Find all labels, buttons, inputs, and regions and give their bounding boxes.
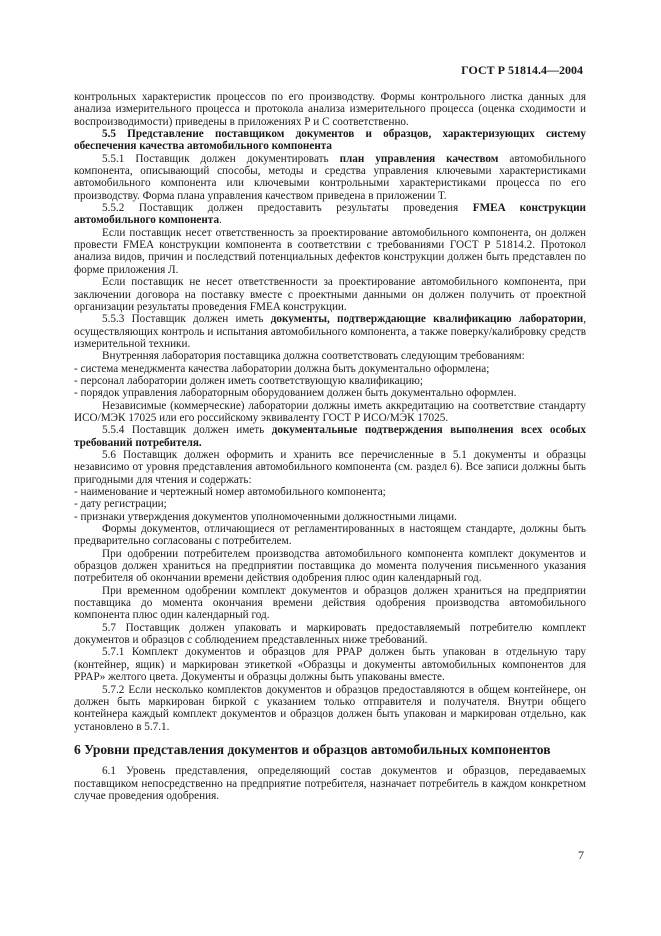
paragraph-5-5-2-rest: . (219, 214, 222, 227)
paragraph-temporary-approval: При временном одобрении комплект документов и образцов должен храниться на предприятии поставщика до момента окончания времени действия одобрения производства автомобильного компонента плюс один календарный год. (74, 584, 586, 622)
list-item: - порядок управления лабораторным оборудованием должен быть документально оформлен. (74, 387, 517, 400)
section-6-heading: 6 Уровни представления документов и образцов автомобильных компонентов (74, 741, 551, 757)
page-content (74, 91, 586, 802)
paragraph-5-7: 5.7 Поставщик должен упаковать и маркировать предоставляемый потребителю комплект документов и образцов с соблюдением представленных ниже требований. (74, 621, 586, 647)
paragraph-5-5-2 (74, 202, 586, 227)
paragraph-5-5-3 (74, 313, 586, 350)
paragraph-internal-lab: Внутренняя лаборатория поставщика должна соответствовать следующим требованиям: (102, 350, 525, 363)
paragraph-5-5-1-rest: автомобильного компонента, описывающий способы, методы и средства управления ключевыми характеристиками автомобильного компонента или ключевыми контрольными характеристиками процесса по его производству. Форма плана управления качеством приведена в приложении Т. (74, 152, 586, 202)
paragraph-5-5-1 (74, 153, 586, 202)
list-item: - признаки утверждения документов уполномоченными должностными лицами. (74, 510, 457, 523)
heading-5-5: 5.5 Представление поставщиком документов и образцов, характеризующих систему обеспечения качества автомобильного компонента (74, 128, 586, 153)
paragraph-5-7-2: 5.7.2 Если несколько комплектов документов и образцов предоставляются в общем контейнере, он должен быть маркирован биркой с указанием только отправителя и получателя. Внутри общего контейнера каждый комплект документов и образцов должен быть упакован и маркирован отдельно, как установлено в 5.7.1. (74, 683, 586, 733)
paragraph-fmea-not-responsible: Если поставщик не несет ответственности за проектирование автомобильного компонента, при заключении договора на поставку вместе с проектными данными он должен получить от проектной организации результаты проведения FMEA конструкции. (74, 276, 586, 313)
term-fmea-design: FMEA конструкции автомобильного компонента (74, 202, 586, 227)
paragraph-5-6: 5.6 Поставщик должен оформить и хранить все перечисленные в 5.1 документы и образцы независимо от уровня представления автомобильного компонента (см. раздел 6). Все записи должны быть пригодными для чтения и содержать: (74, 448, 586, 486)
term-special-requirements: документальные подтверждения выполнения всех особых требований потребителя. (74, 424, 586, 449)
term-lab-qualification: документы, подтверждающие квалификацию лаборатории (270, 313, 584, 326)
list-item: - персонал лаборатории должен иметь соответствующую квалификацию; (74, 374, 424, 387)
term-quality-plan: план управления качеством (339, 152, 499, 165)
list-item: - дату регистрации; (74, 498, 167, 511)
paragraph-5-5-1-lead: 5.5.1 Поставщик должен документировать (102, 152, 340, 165)
paragraph-fmea-responsible: Если поставщик несет ответственность за проектирование автомобильного компонента, он должен провести FMEA конструкции компонента в соответствии с требованиями ГОСТ Р 51814.2. Протокол анализа видов, причин и последствий потенциальных дефектов конструкции должен быть представлен по форме приложения Л. (74, 226, 586, 276)
page-number: 7 (578, 848, 584, 862)
paragraph-5-5-4 (74, 424, 586, 449)
list-item: - наименование и чертежный номер автомобильного компонента; (74, 486, 386, 498)
paragraph-5-5-3-rest: , осуществляющих контроль и испытания автомобильного компонента, а также поверку/калибровку средств измерительной техники. (74, 313, 586, 350)
paragraph-intro: контрольных характеристик процессов по его производству. Формы контрольного листка данных для анализа измерительного процесса и протокола анализа измерительного процесса (оценка сходимости и воспроизводимости) приведены в приложениях Р и С соответственно. (74, 91, 586, 128)
paragraph-5-5-3-lead: 5.5.3 Поставщик должен иметь (102, 313, 271, 326)
paragraph-5-7-1: 5.7.1 Комплект документов и образцов для PPAP должен быть упакован в отдельную тару (контейнер, ящик) и маркирован этикеткой «Образцы и документы автомобильных компонентов для PPAP» желтого цвета. Документы и образцы должны быть упакованы вместе. (74, 646, 586, 684)
paragraph-forms: Формы документов, отличающиеся от регламентированных в настоящем стандарте, должны быть предварительно согласованы с потребителем. (74, 523, 586, 548)
list-item: - система менеджмента качества лаборатории должна быть документально оформлена; (74, 362, 490, 375)
paragraph-independent-labs: Независимые (коммерческие) лаборатории должны иметь аккредитацию на соответствие стандарту ИСО/МЭК 17025 или его российскому эквиваленту ГОСТ Р ИСО/МЭК 17025. (74, 399, 586, 424)
paragraph-5-5-4-lead: 5.5.4 Поставщик должен иметь (102, 424, 272, 437)
paragraph-6-1: 6.1 Уровень представления, определяющий состав документов и образцов, передаваемых поставщиком непосредственно на предприятие потребителя, назначает потребитель в каждом конкретном случае проведения одобрения. (74, 765, 586, 802)
paragraph-5-5-2-lead: 5.5.2 Поставщик должен предоставить результаты проведения (102, 202, 473, 215)
paragraph-approval: При одобрении потребителем производства автомобильного компонента комплект документов и образцов должен храниться на предприятии поставщика до момента получения письменного указания потребителя об окончании времени действия одобрения плюс один календарный год. (74, 547, 586, 585)
standard-header: ГОСТ Р 51814.4—2004 (461, 63, 583, 77)
